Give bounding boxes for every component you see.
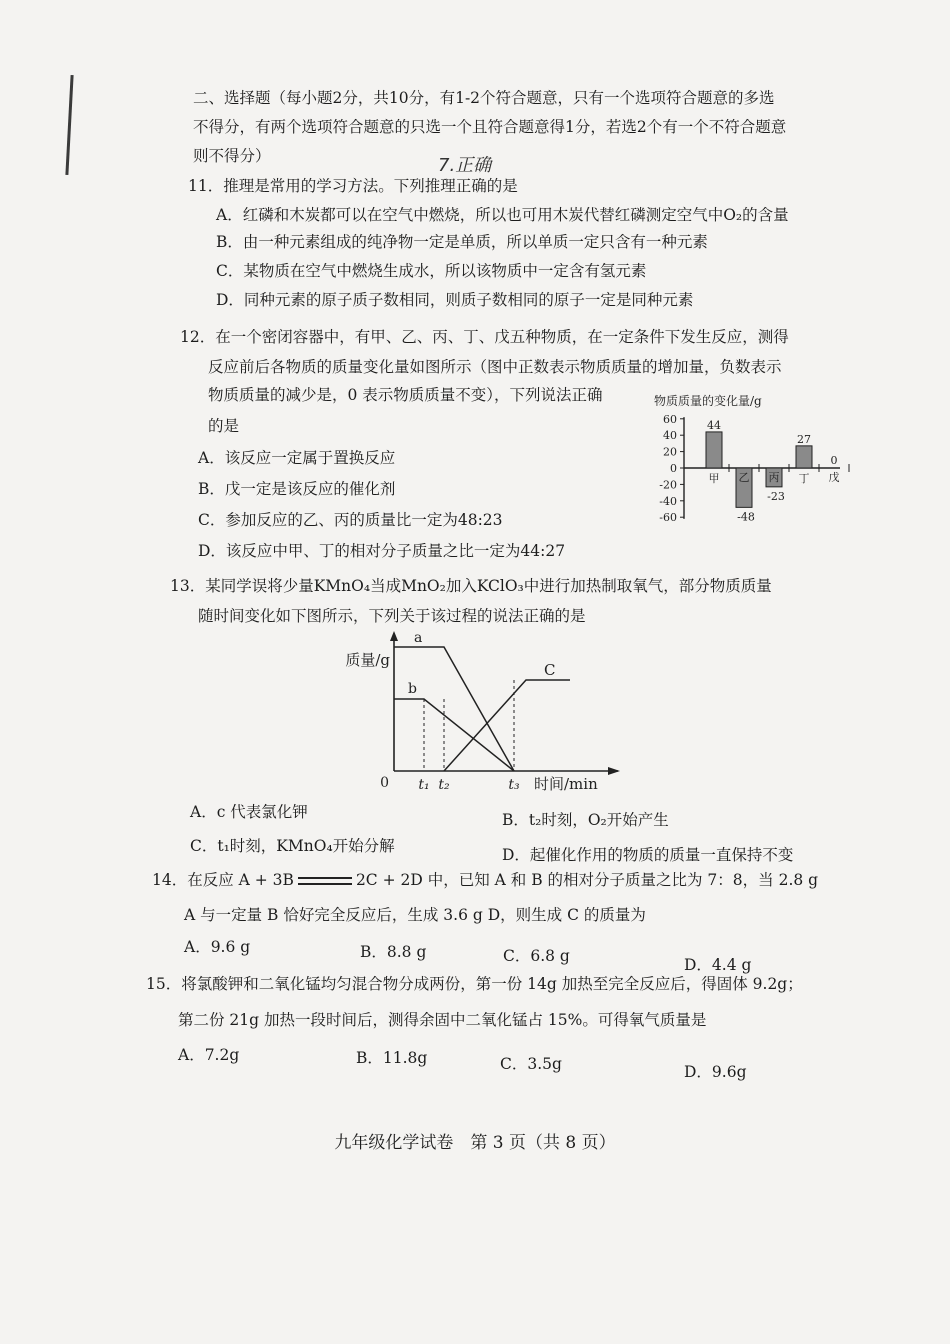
margin-mark xyxy=(65,75,73,175)
line-series-b-label: b xyxy=(408,681,417,697)
bar-chart-ytick-label: 40 xyxy=(663,429,677,443)
bar-chart-ytick-label: -60 xyxy=(659,511,677,525)
line-chart-y-arrow xyxy=(390,631,398,641)
section-header-line3: 则不得分） xyxy=(193,147,271,165)
bar-category-label: 乙 xyxy=(738,471,750,484)
bar-chart xyxy=(640,385,850,535)
q13-option-a: A．c 代表氯化钾 xyxy=(190,803,308,821)
q12-option-b: B．戊一定是该反应的催化剂 xyxy=(198,480,396,498)
q12-stem-line2: 反应前后各物质的质量变化量如图所示（图中正数表示物质质量的增加量，负数表示 xyxy=(208,358,782,376)
q15-stem-line1: 15．将氯酸钾和二氧化锰均匀混合物分成两份，第一份 14g 加热至完全反应后，得固体 9.2g； xyxy=(146,975,803,993)
line-chart-xlabel: 时间/min xyxy=(534,775,598,793)
line-chart-tick-t3: t₃ xyxy=(508,777,520,793)
q15-option-c: C．3.5g xyxy=(500,1055,562,1073)
q14-option-d: D．4.4 g xyxy=(684,956,752,974)
q13-stem-line1: 13．某同学误将少量KMnO₄当成MnO₂加入KClO₃中进行加热制取氧气，部分物质质量 xyxy=(170,577,772,595)
q13-option-d: D．起催化作用的物质的质量一直保持不变 xyxy=(502,846,794,864)
bar-value-label: -23 xyxy=(767,489,785,503)
q13-option-b: B．t₂时刻，O₂开始产生 xyxy=(502,811,669,829)
q14-option-c: C．6.8 g xyxy=(503,947,570,965)
bar-value-label: 27 xyxy=(797,432,811,446)
bar-chart-title: 物质质量的变化量/g xyxy=(654,394,762,408)
q14-stem-line1 xyxy=(152,870,818,890)
q13-option-c: C．t₁时刻，KMnO₄开始分解 xyxy=(190,837,395,855)
q14-stem-pre: 14．在反应 A + 3B xyxy=(152,871,294,889)
line-chart-x-arrow xyxy=(608,767,620,775)
q11-option-b: B．由一种元素组成的纯净物一定是单质，所以单质一定只含有一种元素 xyxy=(216,233,708,251)
bar-category-label: 丙 xyxy=(768,471,780,484)
q13-stem-line2: 随时间变化如下图所示，下列关于该过程的说法正确的是 xyxy=(198,607,586,625)
line-chart-origin-label: 0 xyxy=(380,775,389,791)
q15-option-a: A．7.2g xyxy=(178,1046,240,1064)
bar-chart-ytick-label: 20 xyxy=(663,445,677,459)
section-header-line1: 二、选择题（每小题2分，共10分，有1-2个符合题意，只有一个选项符合题意的多选 xyxy=(193,89,775,107)
q11-option-d: D．同种元素的原子质子数相同，则质子数相同的原子一定是同种元素 xyxy=(216,291,694,309)
q12-option-c: C．参加反应的乙、丙的质量比一定为48:23 xyxy=(198,511,503,529)
q14-stem-post: 2C + 2D 中，已知 A 和 B 的相对分子质量之比为 7：8，当 2.8 g xyxy=(355,871,819,889)
bar-chart-ytick-label: 60 xyxy=(663,412,677,426)
q11-option-a: A．红磷和木炭都可以在空气中燃烧，所以也可用木炭代替红磷测定空气中O₂的含量 xyxy=(216,206,789,224)
q12-stem-line4: 的是 xyxy=(208,417,240,435)
line-chart-tick-t2: t₂ xyxy=(438,777,450,793)
q12-stem-line3: 物质质量的减少是，0 表示物质质量不变），下列说法正确 xyxy=(208,386,603,404)
q12-option-d: D．该反应中甲、丁的相对分子质量之比一定为44:27 xyxy=(198,542,566,560)
bar-chart-ytick-label: -40 xyxy=(659,494,677,508)
bar-1 xyxy=(706,432,722,468)
page-footer: 九年级化学试卷 第 3 页（共 8 页） xyxy=(334,1133,616,1153)
q15-option-d: D．9.6g xyxy=(684,1063,747,1081)
reaction-equals-sign xyxy=(298,877,352,885)
q11-option-c: C．某物质在空气中燃烧生成水，所以该物质中一定含有氢元素 xyxy=(216,262,647,280)
line-series-a-label: a xyxy=(414,630,423,646)
handwritten-note: 7.正确 xyxy=(438,155,492,176)
line-chart xyxy=(330,625,630,797)
section-header-line2: 不得分，有两个选项符合题意的只选一个且符合题意得1分，若选2个有一个不符合题意 xyxy=(193,118,787,136)
bar-value-label: 0 xyxy=(830,454,838,467)
bar-value-label: -48 xyxy=(737,510,755,524)
bar-category-label: 甲 xyxy=(708,472,720,485)
bar-category-label: 戊 xyxy=(828,471,840,484)
bar-chart-ytick-label: -20 xyxy=(659,478,677,492)
q14-option-b: B．8.8 g xyxy=(360,943,427,961)
bar-4 xyxy=(796,446,812,468)
bar-category-label: 丁 xyxy=(798,472,810,485)
line-chart-ylabel: 质量/g xyxy=(345,651,390,669)
q15-stem-line2: 第二份 21g 加热一段时间后，测得余固中二氧化锰占 15%。可得氧气质量是 xyxy=(178,1011,707,1029)
bar-chart-ytick-label: 0 xyxy=(670,462,677,475)
q11-stem: 11．推理是常用的学习方法。下列推理正确的是 xyxy=(188,177,518,195)
q14-stem-line2: A 与一定量 B 恰好完全反应后，生成 3.6 g D，则生成 C 的质量为 xyxy=(184,906,646,924)
q14-option-a: A．9.6 g xyxy=(184,938,251,956)
bar-value-label: 44 xyxy=(707,418,721,432)
line-chart-tick-t1: t₁ xyxy=(418,777,430,793)
q12-stem-line1: 12．在一个密闭容器中，有甲、乙、丙、丁、戊五种物质，在一定条件下发生反应，测得 xyxy=(180,328,789,346)
line-series-c-label: C xyxy=(544,661,556,679)
q12-option-a: A．该反应一定属于置换反应 xyxy=(198,449,396,467)
q15-option-b: B．11.8g xyxy=(356,1049,428,1067)
line-series-a xyxy=(394,647,514,771)
